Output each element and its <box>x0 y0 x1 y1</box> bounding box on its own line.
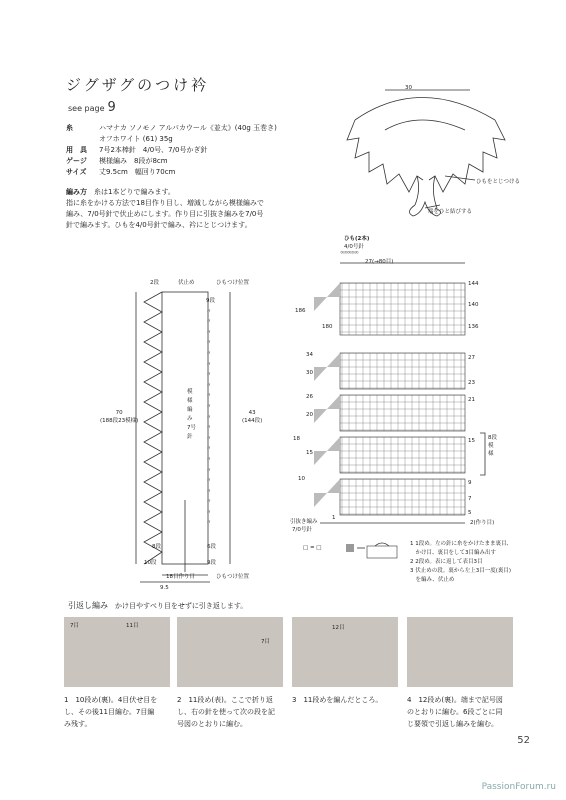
photo-step-1: 7目 11目 <box>64 617 170 687</box>
chart-right-label: 21 <box>468 397 475 403</box>
chart-notes: 1 1段め。左の針に糸をかけたまま裏目、 かけ目、裏目をして3目編み出す 2 2段め。表に返して表目3目 3 伏止めの段。裏から左上3目一度(裏目) を編み、伏止め <box>410 541 513 583</box>
slip-stitch-hook: 7/0号針 <box>292 527 312 533</box>
chart-row-label: 15 <box>306 450 313 456</box>
chart-right-label: 136 <box>468 324 479 330</box>
stitch-chart <box>300 255 520 545</box>
material-row: 用 具 7号2本棒針 4/0号、7/0号かぎ針 <box>66 146 208 154</box>
right-ticks: 9段 〃 〃 〃 〃 〃 〃 〃 〃 〃 〃 〃 〃 〃 〃 〃 〃 〃 〃 〃 〃 〃 <box>206 298 215 527</box>
rows-10: 10段 <box>144 560 157 566</box>
schematic-diagram <box>80 280 280 600</box>
page-number: 52 <box>517 735 530 746</box>
material-row: 糸 ハマナカ ソノモノ アルパカウール《並太》(40g 玉巻き) <box>66 124 277 132</box>
slip-stitch-label: 引抜き編み <box>290 519 318 525</box>
collar-bow-label: 端をひと結びする <box>428 209 473 215</box>
method-lead: 糸は1本どりで編みます。 <box>94 188 175 196</box>
chart-top-label: 27(→80目) <box>365 259 394 265</box>
see-page <box>68 100 116 115</box>
right-total: 43 (144段) <box>242 410 263 424</box>
page-title: ジグザグのつけ衿 <box>66 76 210 94</box>
collar-width: 30 <box>405 85 412 91</box>
chart-row-label: 20 <box>306 412 313 418</box>
see-page-label: see page <box>68 104 105 113</box>
chart-right-labels: 144 <box>468 281 479 287</box>
chart-row-label: 26 <box>306 394 313 400</box>
photo-step-2: 7目 <box>177 617 283 687</box>
caption-1: 1 10段め(裏)。4目伏せ目を し、その後11目編む。7目編 み残す。 <box>64 696 158 728</box>
method-line: 指に糸をかける方法で18目作り目し、増減しながら模様編みで <box>66 199 264 207</box>
schematic-top-rows: 2段 <box>150 280 159 286</box>
short-rows-heading: 引返し編み かけ目やすべり目をせずに引き返します。 <box>68 601 248 610</box>
materials-block <box>66 123 277 178</box>
cord-label: ひも(2本) <box>344 236 370 242</box>
stitch-symbol-diagram <box>345 540 405 564</box>
chart-row-label: 30 <box>306 370 313 376</box>
method-line: 針で編みます。ひもを4/0号針で編み、衿にとじつけます。 <box>66 221 252 229</box>
chart-legend: □ = □ <box>303 545 322 551</box>
chart-row-label: 1 <box>332 515 336 521</box>
cast-on-label: 18目作り目 <box>166 574 195 580</box>
see-page-number: 9 <box>107 100 116 115</box>
method-line: 編み、7/0号針で伏止めにします。作り目に引抜き編みを7/0号 <box>66 210 264 218</box>
chart-row-label: 180 <box>322 324 333 330</box>
left-total: 70 (188段23模様) <box>100 410 139 424</box>
watermark: PassionForum.ru <box>481 782 556 792</box>
photo-step-4 <box>407 617 513 687</box>
material-row: オフホワイト (61) 35g <box>99 135 173 143</box>
method-heading: 編み方 <box>66 188 87 196</box>
chart-right-label: 5 <box>468 510 472 516</box>
caption-3: 3 11段めを編んだところ。 <box>292 696 383 704</box>
cord-hook-label: 4/0号針 <box>344 244 364 250</box>
chart-right-label: 7 <box>468 496 472 502</box>
cord-chain: ∞∞∞∞∞ <box>340 250 358 256</box>
rows-8: 8段 <box>152 544 161 550</box>
chart-cast-on-label: 2(作り目) <box>470 520 495 526</box>
chart-row-label: 18 <box>293 436 300 442</box>
method-block <box>66 187 316 231</box>
chart-right-label: 27 <box>468 355 475 361</box>
chart-right-label: 140 <box>468 302 479 308</box>
pattern-label: 模様編み 7号針 <box>187 389 196 440</box>
chart-pattern-label: 8段 模様 <box>488 435 497 457</box>
rows-6: 6段 <box>207 544 216 550</box>
collar-tie-label: ひもをとじつける <box>476 179 521 185</box>
chart-row-label: 34 <box>306 352 313 358</box>
material-row: サイズ 丈9.5cm 幅回り70cm <box>66 168 176 176</box>
tie-position-top: ひもつけ位置 <box>216 280 250 286</box>
chart-row-labels: 186 <box>295 308 306 314</box>
tie-position-bottom: ひもつけ位置 <box>216 574 250 580</box>
chart-right-label: 23 <box>468 380 475 386</box>
width-bottom: 9.5 <box>160 585 169 591</box>
caption-4: 4 12段め(裏)。端まで記号図 のとおりに編む。6段ごとに同 じ要領で引返し編みを編む。 <box>407 696 503 728</box>
chart-row-label: 10 <box>298 476 305 482</box>
chart-right-label: 9 <box>468 480 472 486</box>
photo-step-3: 12目 <box>292 617 398 687</box>
bind-off-label: 伏止め <box>178 280 195 286</box>
caption-2: 2 11段め(表)。ここで折り返 し、右の針を使って次の段を記 号図のとおりに編む。 <box>177 696 275 728</box>
chart-right-label: 15 <box>468 438 475 444</box>
material-row: ゲージ 模様編み 8段が8cm <box>66 157 168 165</box>
rows-9: 9段 <box>207 560 216 566</box>
